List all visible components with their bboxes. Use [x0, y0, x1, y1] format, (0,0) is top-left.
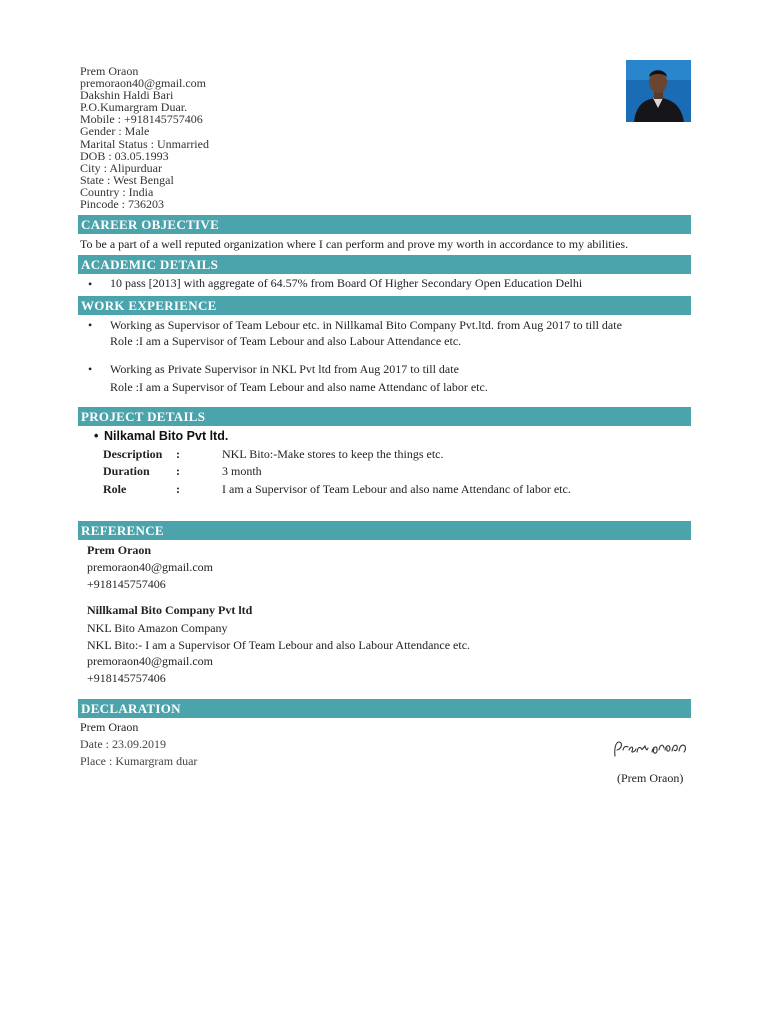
career-objective-text: To be a part of a well reputed organization where I can perform and prove my worth in accordance to my abilities. [80, 237, 629, 251]
reference-2-name: Nillkamal Bito Company Pvt ltd [87, 603, 253, 617]
project-description-value: NKL Bito:-Make stores to keep the things etc. [222, 447, 444, 461]
project-duration-label: Duration [103, 464, 150, 478]
declaration-place: Place : Kumargram duar [80, 754, 198, 768]
reference-2-phone: +918145757406 [87, 671, 166, 685]
project-role-label: Role [103, 482, 127, 496]
section-header-reference: REFERENCE [78, 521, 691, 540]
work-item-1-role: Role :I am a Supervisor of Team Lebour and also Labour Attendance etc. [110, 334, 462, 348]
contact-address-line2: P.O.Kumargram Duar. [80, 100, 188, 115]
project-description-label: Description [103, 447, 163, 461]
reference-1-name: Prem Oraon [87, 543, 152, 557]
contact-email: premoraon40@gmail.com [80, 76, 207, 91]
contact-state: State : West Bengal [80, 172, 174, 187]
reference-2-email: premoraon40@gmail.com [87, 654, 214, 668]
declaration-date: Date : 23.09.2019 [80, 737, 166, 751]
person-photo-icon [626, 60, 691, 122]
contact-country: Country : India [80, 184, 154, 199]
section-header-academic-details: ACADEMIC DETAILS [78, 255, 691, 274]
signature [610, 732, 690, 764]
reference-1-email: premoraon40@gmail.com [87, 560, 214, 574]
contact-marital-status: Marital Status : Unmarried [80, 136, 209, 151]
contact-address-line1: Dakshin Haldi Bari [80, 88, 174, 103]
reference-2-line1: NKL Bito Amazon Company [87, 621, 228, 635]
project-title-bullet-icon: • [94, 429, 99, 443]
profile-photo [626, 60, 691, 122]
project-role-value: I am a Supervisor of Team Lebour and also name Attendanc of labor etc. [222, 482, 571, 496]
project-title: Nilkamal Bito Pvt ltd. [104, 429, 229, 443]
colon: : [176, 464, 180, 478]
bullet-icon: • [88, 277, 93, 291]
contact-mobile: Mobile : +918145757406 [80, 112, 203, 127]
contact-gender: Gender : Male [80, 124, 150, 139]
reference-1-phone: +918145757406 [87, 577, 166, 591]
contact-city: City : Alipurduar [80, 160, 162, 175]
signature-name: (Prem Oraon) [617, 771, 684, 785]
section-header-declaration: DECLARATION [78, 699, 691, 718]
contact-block [80, 65, 209, 210]
section-header-career-objective: CAREER OBJECTIVE [78, 215, 691, 234]
handwritten-signature-icon [610, 732, 690, 764]
project-duration-value: 3 month [222, 464, 262, 478]
bullet-icon: • [88, 362, 93, 376]
academic-item: 10 pass [2013] with aggregate of 64.57% from Board Of Higher Secondary Open Education Delhi [110, 276, 583, 290]
contact-name: Prem Oraon [80, 64, 139, 78]
colon: : [176, 447, 180, 461]
contact-dob: DOB : 03.05.1993 [80, 148, 169, 163]
declaration-name: Prem Oraon [80, 720, 139, 734]
reference-2-line2: NKL Bito:- I am a Supervisor Of Team Lebour and also Labour Attendance etc. [87, 638, 471, 652]
work-item-2-line1: Working as Private Supervisor in NKL Pvt ltd from Aug 2017 to till date [110, 362, 459, 376]
section-header-project-details: PROJECT DETAILS [78, 407, 691, 426]
work-item-2-role: Role :I am a Supervisor of Team Lebour and also name Attendanc of labor etc. [110, 380, 488, 394]
colon: : [176, 482, 180, 496]
bullet-icon: • [88, 318, 93, 332]
contact-pincode: Pincode : 736203 [80, 197, 164, 212]
work-item-1-line1: Working as Supervisor of Team Lebour etc. in Nillkamal Bito Company Pvt.ltd. from Aug 2017 to till date [110, 318, 622, 332]
section-header-work-experience: WORK EXPERIENCE [78, 296, 691, 315]
